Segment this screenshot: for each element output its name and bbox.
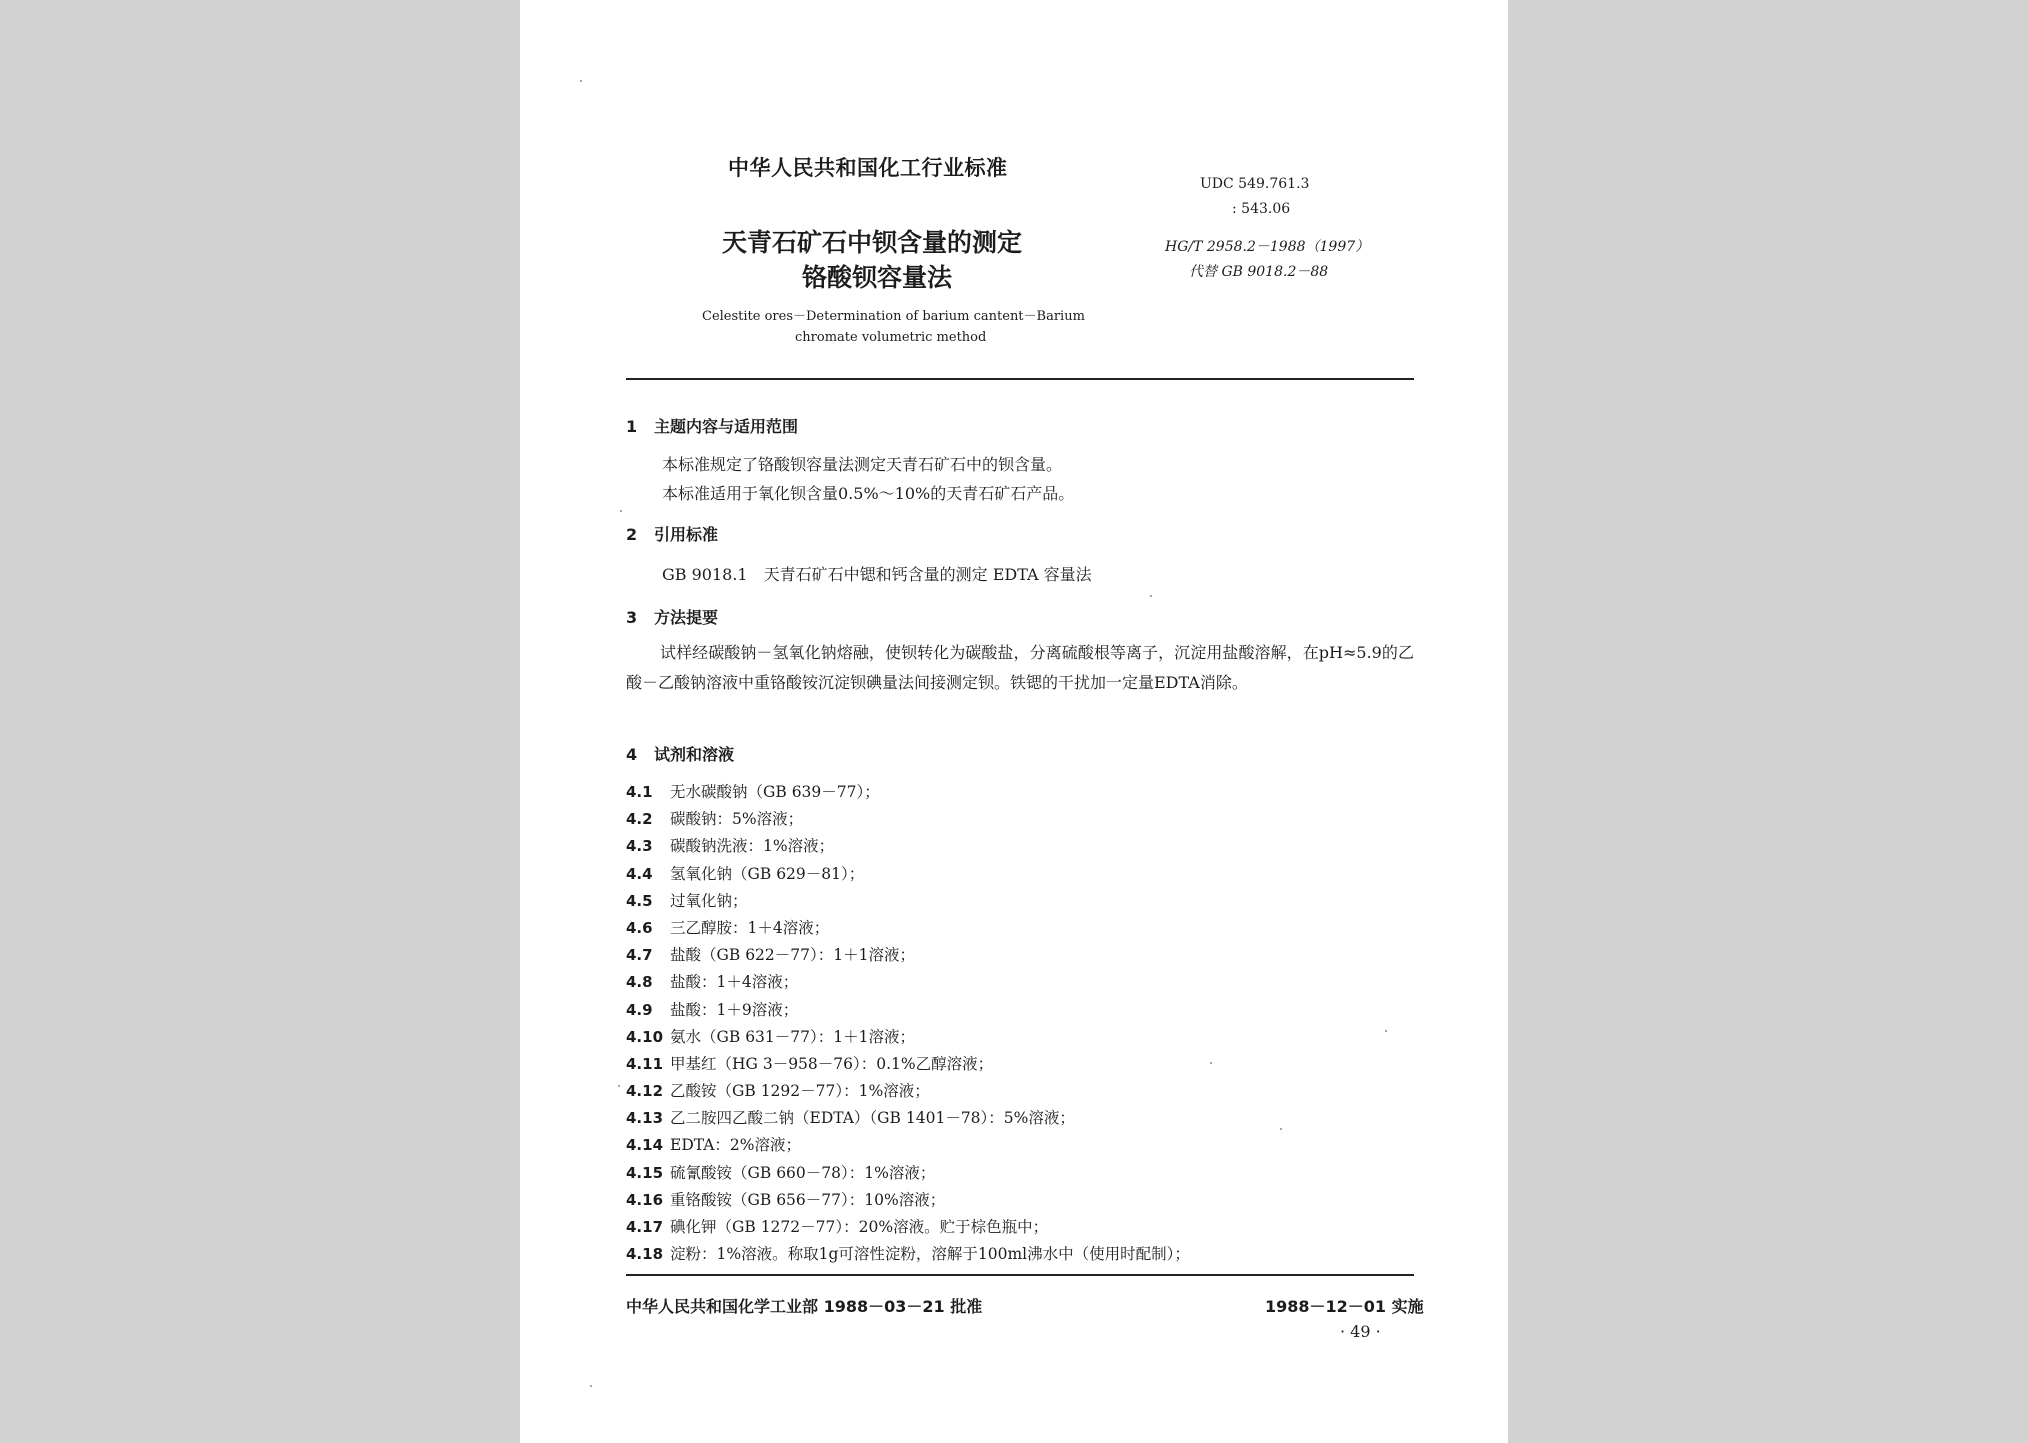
section-1-line-1: 本标准规定了铬酸钡容量法测定天青石矿石中的钡含量。 — [662, 455, 1063, 474]
scan-speck — [1210, 1062, 1212, 1064]
section-3-paragraph: 试样经碳酸钠－氢氧化钠熔融，使钡转化为碳酸盐，分离硫酸根等离子，沉淀用盐酸溶解，在pH≈5.9的乙酸－乙酸钠溶液中重铬酸铵沉淀钡碘量法间接测定钡。铁锶的干扰加一定量EDTA消除。 — [626, 643, 1414, 692]
scan-speck — [620, 510, 622, 512]
section-3-title: 方法提要 — [654, 608, 719, 627]
issuer-heading: 中华人民共和国化工行业标准 — [728, 156, 1008, 180]
effective-date: 1988－12－01 实施 — [1265, 1297, 1424, 1316]
section-3-heading — [626, 605, 718, 628]
reagent-item: 4.18 淀粉：1%溶液。称取1g可溶性淀粉，溶解于100ml沸水中（使用时配制）； — [626, 1245, 1190, 1264]
reagent-item: 4.16 重铬酸铵（GB 656－77）：10%溶液； — [626, 1190, 946, 1209]
section-2-heading — [626, 522, 718, 545]
document-page — [520, 0, 1508, 1443]
referenced-standard-title: 天青石矿石中锶和钙含量的测定 EDTA 容量法 — [763, 565, 1092, 584]
scan-speck — [580, 80, 582, 82]
referenced-standard-code: GB 9018.1 — [662, 565, 748, 584]
section-4-heading — [626, 742, 734, 765]
reagent-item: 4.2 碳酸钠：5%溶液； — [626, 810, 804, 829]
scan-speck — [590, 1385, 592, 1387]
udc-code-continued: : 543.06 — [1232, 201, 1291, 217]
reagent-item: 4.3 碳酸钠洗液：1%溶液； — [626, 837, 835, 856]
reagent-item: 4.9 盐酸：1＋9溶液； — [626, 1000, 799, 1019]
title-cn-line1: 天青石矿石中钡含量的测定 — [722, 228, 1023, 257]
reagent-item: 4.1 无水碳酸钠（GB 639－77）； — [626, 783, 880, 801]
section-4-title: 试剂和溶液 — [654, 745, 735, 764]
replaces-standard: 代替 GB 9018.2－88 — [1189, 264, 1329, 280]
section-3-number: 3 — [626, 608, 638, 627]
section-2-title: 引用标准 — [654, 525, 719, 544]
reagent-item: 4.6 三乙醇胺：1＋4溶液； — [626, 918, 830, 937]
reagent-item: 4.8 盐酸：1＋4溶液； — [626, 973, 799, 992]
section-4-number: 4 — [626, 745, 638, 764]
reagent-item: 4.10 氨水（GB 631－77）：1＋1溶液； — [626, 1027, 915, 1046]
scan-speck — [1385, 1030, 1387, 1032]
reagent-list — [626, 780, 1190, 1269]
reagent-item: 4.12 乙酸铵（GB 1292－77）：1%溶液； — [626, 1082, 930, 1101]
title-cn-line2: 铬酸钡容量法 — [802, 263, 953, 292]
section-1-heading — [626, 414, 798, 437]
standard-number: HG/T 2958.2－1988（1997） — [1165, 239, 1370, 255]
section-1-title: 主题内容与适用范围 — [654, 417, 799, 436]
scan-speck — [618, 1085, 620, 1087]
approval-line: 中华人民共和国化学工业部 1988－03－21 批准 — [626, 1297, 983, 1316]
reagent-item: 4.11 甲基红（HG 3－958－76）：0.1%乙醇溶液； — [626, 1054, 994, 1073]
title-en-line2: chromate volumetric method — [795, 330, 987, 345]
scan-speck — [1150, 595, 1152, 597]
section-1-line-2: 本标准适用于氧化钡含量0.5%～10%的天青石矿石产品。 — [662, 484, 1075, 503]
reagent-item: 4.4 氢氧化钠（GB 629－81）； — [626, 864, 865, 883]
reagent-item: 4.17 碘化钾（GB 1272－77）：20%溶液。贮于棕色瓶中； — [626, 1218, 1049, 1236]
reagent-item: 4.15 硫氰酸铵（GB 660－78）：1%溶液； — [626, 1163, 936, 1182]
section-2-number: 2 — [626, 525, 638, 544]
reagent-item: 4.14 EDTA：2%溶液； — [626, 1136, 802, 1155]
reagent-item: 4.13 乙二胺四乙酸二钠（EDTA）（GB 1401－78）：5%溶液； — [626, 1109, 1075, 1128]
page-number: · 49 · — [1340, 1322, 1381, 1341]
reagent-item: 4.7 盐酸（GB 622－77）：1＋1溶液； — [626, 946, 915, 965]
header-divider — [626, 378, 1414, 380]
reagent-item: 4.5 过氧化钠； — [626, 891, 748, 910]
section-1-number: 1 — [626, 417, 638, 436]
referenced-standard — [662, 562, 1092, 585]
scan-speck — [1280, 1128, 1282, 1130]
title-en-line1: Celestite ores－Determination of barium cantent－Barium — [702, 309, 1085, 324]
footer-divider — [626, 1274, 1414, 1276]
udc-code: UDC 549.761.3 — [1200, 176, 1310, 192]
